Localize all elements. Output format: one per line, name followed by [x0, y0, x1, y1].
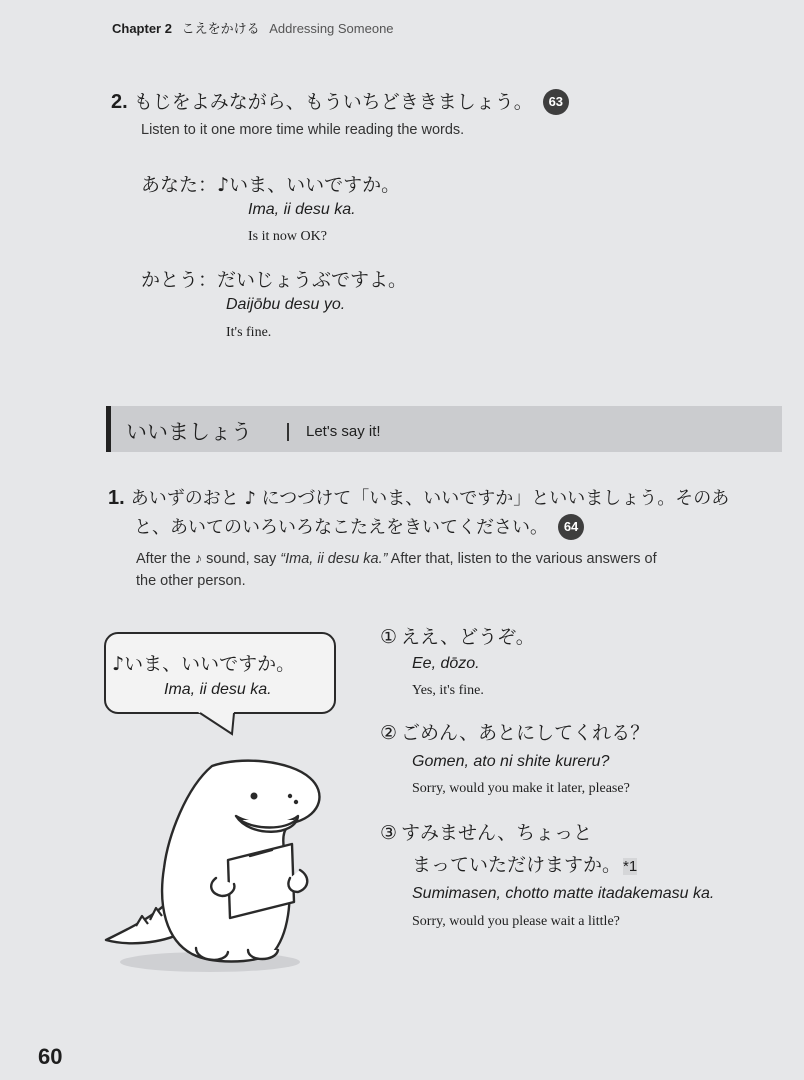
- exercise-2-text-jp: もじをよみながら、もういちどききましょう。: [133, 91, 533, 113]
- exercise-1-text-jp: あいずのおと ♪ につづけて「いま、いいですか」といいましょう。そのあ: [130, 488, 730, 509]
- page-number: 60: [38, 1044, 63, 1069]
- dialogue-line-1-jp: [141, 170, 400, 197]
- chapter-title-en: Addressing Someone: [269, 21, 394, 36]
- answer-2-translation: Sorry, would you make it later, please?: [412, 781, 630, 796]
- dialogue-line-2-translation: It's fine.: [226, 325, 272, 340]
- instruction-en-part: After the ♪ sound, say: [136, 551, 281, 567]
- dialogue-text: だいじょうぶですよ。: [217, 269, 408, 291]
- exercise-1-instruction-jp-line-2: [134, 513, 584, 540]
- dialogue-text: ♪いま、いいですか。: [217, 174, 401, 196]
- exercise-1-number: 1.: [108, 487, 125, 509]
- running-head: [112, 18, 394, 37]
- audio-track-badge[interactable]: 63: [543, 89, 569, 115]
- answer-1-number: ①: [380, 626, 398, 648]
- answer-2-number: ②: [380, 722, 398, 744]
- section-divider: [287, 423, 289, 441]
- audio-track-badge[interactable]: 64: [558, 514, 584, 540]
- answer-3-number: ③: [380, 822, 398, 844]
- exercise-2-number: 2.: [111, 91, 128, 113]
- answer-3-text: すみません、ちょっと: [401, 822, 593, 844]
- speaker-label: かとう：: [141, 269, 218, 291]
- exercise-1-text-jp-2: と、あいてのいろいろなこたえをきいてください。: [134, 517, 548, 538]
- answer-2-romaji: Gomen, ato ni shite kureru?: [412, 753, 610, 770]
- exercise-1-instruction-jp-line-1: [108, 484, 729, 510]
- answer-3-jp: [380, 818, 592, 845]
- answer-3-jp-line-2: [412, 850, 637, 877]
- answer-3-translation: Sorry, would you please wait a little?: [412, 914, 620, 929]
- exercise-2-instruction-jp: [111, 87, 569, 115]
- speaker-label: あなた：: [141, 174, 218, 196]
- answer-1-text: ええ、どうぞ。: [401, 626, 535, 648]
- dialogue-line-1-translation: Is it now OK?: [248, 229, 327, 244]
- instruction-en-quote: “Ima, ii desu ka.”: [280, 551, 388, 567]
- exercise-1-instruction-en: [136, 551, 657, 567]
- section-title-en: Let's say it!: [306, 423, 381, 440]
- answer-2-jp: [380, 718, 649, 745]
- answer-3-text-2: まっていただけますか。: [412, 854, 622, 876]
- exercise-1-instruction-en-line-2: the other person.: [136, 573, 246, 589]
- answer-3-romaji: Sumimasen, chotto matte itadakemasu ka.: [412, 885, 715, 902]
- answer-1-translation: Yes, it's fine.: [412, 683, 484, 698]
- instruction-en-part: After that, listen to the various answers of: [387, 551, 657, 567]
- speech-bubble-tail: [196, 711, 240, 737]
- answer-1-jp: [380, 622, 535, 649]
- bubble-romaji: Ima, ii desu ka.: [164, 681, 272, 698]
- dinosaur-illustration: [100, 750, 340, 980]
- footnote-marker: *1: [623, 858, 638, 875]
- chapter-label: Chapter 2: [112, 21, 172, 36]
- section-title-jp: いいましょう: [126, 420, 252, 444]
- chapter-title-jp: こえをかける: [181, 22, 260, 37]
- exercise-2-instruction-en: Listen to it one more time while reading the words.: [141, 122, 465, 138]
- answer-2-text: ごめん、あとにしてくれる？: [401, 722, 650, 744]
- answer-1-romaji: Ee, dōzo.: [412, 655, 480, 672]
- dialogue-line-1-romaji: Ima, ii desu ka.: [248, 201, 356, 218]
- bubble-text-jp: ♪いま、いいですか。: [112, 653, 296, 675]
- dialogue-line-2-jp: [141, 265, 407, 292]
- dialogue-line-2-romaji: Daijōbu desu yo.: [226, 296, 346, 313]
